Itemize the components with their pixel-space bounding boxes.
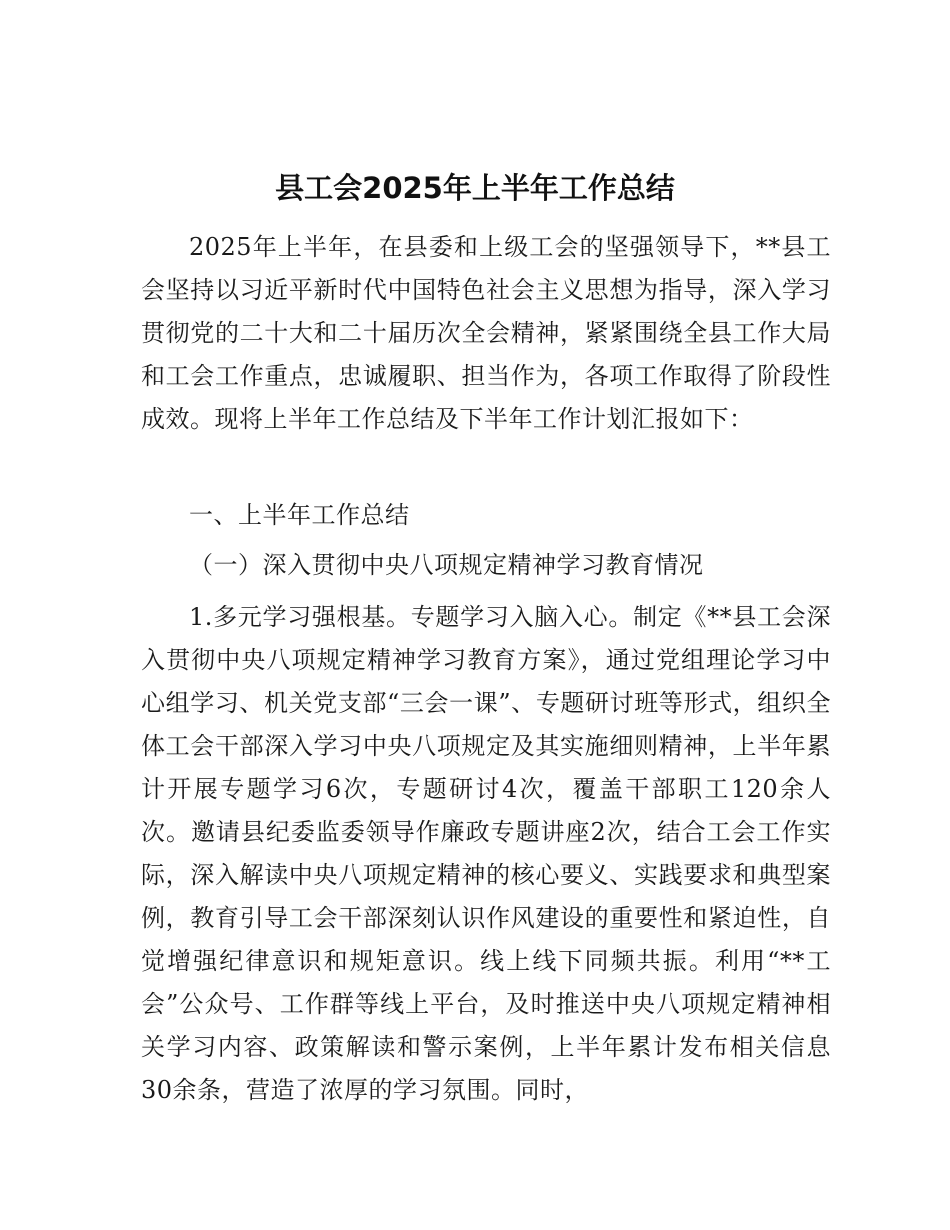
intro-paragraph: 2025年上半年，在县委和上级工会的坚强领导下，**县工会坚持以习近平新时代中国特色社会主义思想为指导，深入学习贯彻党的二十大和二十届历次全会精神，紧紧围绕全县工作大局和工会工作重点，忠诚履职、担当作为，各项工作取得了阶段性成效。现将上半年工作总结及下半年工作计划汇报如下： bbox=[141, 233, 831, 433]
subsection-heading: （一）深入贯彻中央八项规定精神学习教育情况 bbox=[189, 551, 704, 579]
body-paragraph: 1.多元学习强根基。专题学习入脑入心。制定《**县工会深入贯彻中央八项规定精神学习教育方案》，通过党组理论学习中心组学习、机关党支部“三会一课”、专题研讨班等形式，组织全体工会干部深入学习中央八项规定及其实施细则精神，上半年累计开展专题学习6次，专题研讨4次，覆盖干部职工120余人次。邀请县纪委监委领导作廉政专题讲座2次，结合工会工作实际，深入解读中央八项规定精神的核心要义、实践要求和典型案例，教育引导工会干部深刻认识作风建设的重要性和紧迫性，自觉增强纪律意识和规矩意识。线上线下同频共振。利用“**工会”公众号、工作群等线上平台，及时推送中央八项规定精神相关学习内容、政策解读和警示案例，上半年累计发布相关信息30余条，营造了浓厚的学习氛围。同时， bbox=[141, 603, 831, 1104]
document-title: 县工会2025年上半年工作总结 bbox=[275, 171, 675, 205]
section-heading: 一、上半年工作总结 bbox=[189, 501, 410, 529]
